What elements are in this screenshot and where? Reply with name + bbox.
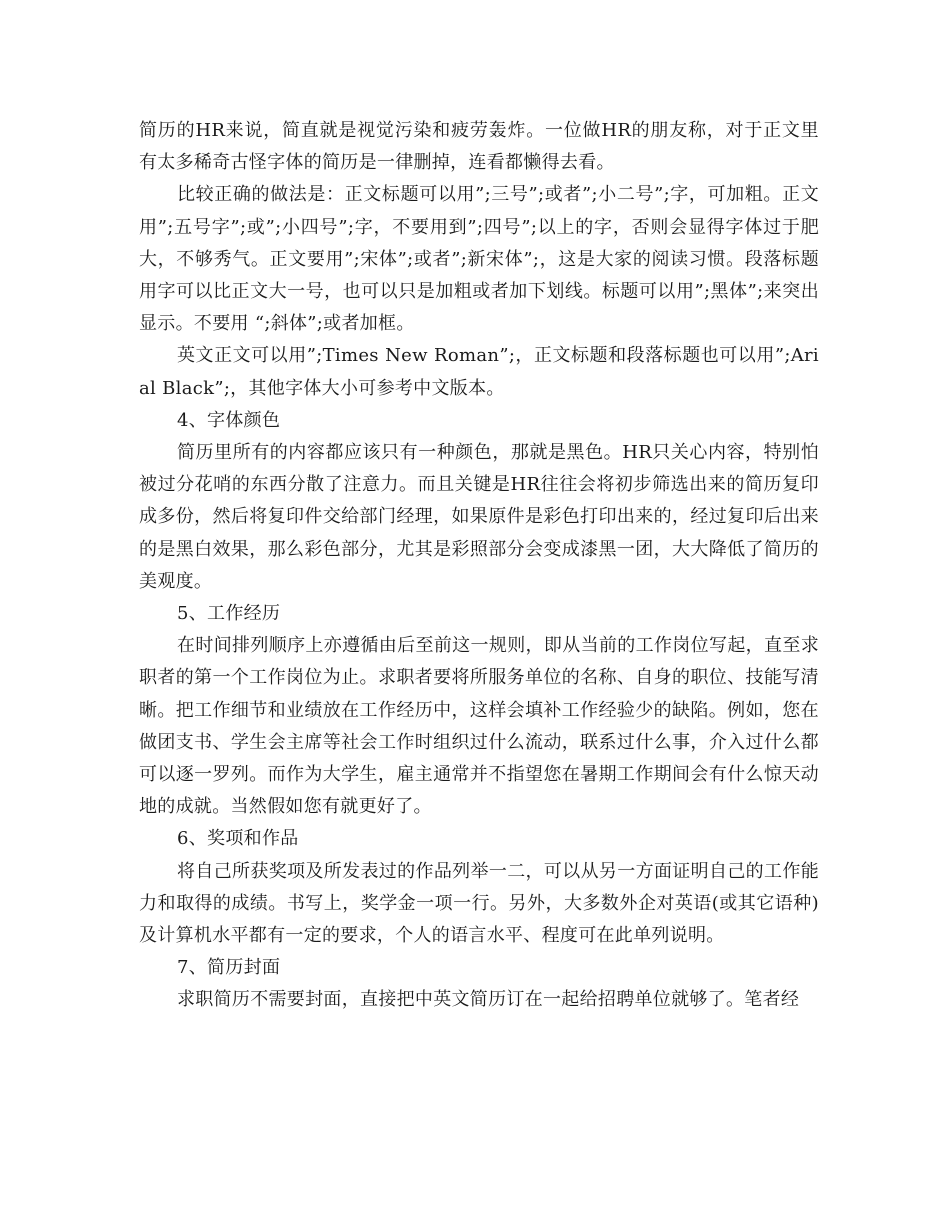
paragraph-english-font-advice: 英文正文可以用”;Times New Roman”;，正文标题和段落标题也可以用”;Arial Black”;，其他字体大小可参考中文版本。: [139, 345, 819, 399]
paragraph-work-experience: 在时间排列顺序上亦遵循由后至前这一规则，即从当前的工作岗位写起，直至求职者的第一个工作岗位为止。求职者要将所服务单位的名称、自身的职位、技能写清晰。把工作细节和业绩放在工作经历中，这样会填补工作经验少的缺陷。例如，您在做团支书、学生会主席等社会工作时组织过什么流动，联系过什么事，介入过什么都可以逐一罗列。而作为大学生，雇主通常并不指望您在暑期工作期间会有什么惊天动地的成就。当然假如您有就更好了。: [139, 635, 819, 818]
paragraph-intro-continuation: 简历的HR来说，简直就是视觉污染和疲劳轰炸。一位做HR的朋友称，对于正文里有太多稀奇古怪字体的简历是一律删掉，连看都懒得去看。: [139, 120, 819, 174]
section-heading-font-color: 4、字体颜色: [177, 409, 281, 431]
paragraph-resume-cover: 求职简历不需要封面，直接把中英文简历订在一起给招聘单位就够了。笔者经: [177, 989, 800, 1011]
paragraph-font-size-advice: 比较正确的做法是：正文标题可以用”;三号”;或者”;小二号”;字，可加粗。正文用”;五号字”;或”;小四号”;字，不要用到”;四号”;以上的字，否则会显得字体过于肥大，不够秀气。正文要用”;宋体”;或者”;新宋体”;，这是大家的阅读习惯。段落标题用字可以比正文大一号，也可以只是加粗或者加下划线。标题可以用”;黑体”;来突出显示。不要用 “;斜体”;或者加框。: [139, 184, 819, 335]
paragraph-awards: 将自己所获奖项及所发表过的作品列举一二，可以从另一方面证明自己的工作能力和取得的成绩。书写上，奖学金一项一行。另外，大多数外企对英语(或其它语种)及计算机水平都有一定的要求，个人的语言水平、程度可在此单列说明。: [139, 860, 819, 947]
section-heading-work-experience: 5、工作经历: [177, 603, 281, 625]
section-heading-awards: 6、奖项和作品: [177, 828, 299, 850]
section-heading-resume-cover: 7、简历封面: [177, 957, 281, 979]
paragraph-font-color: 简历里所有的内容都应该只有一种颜色，那就是黑色。HR只关心内容，特别怕被过分花哨的东西分散了注意力。而且关键是HR往往会将初步筛选出来的简历复印成多份，然后将复印件交给部门经理，如果原件是彩色打印出来的，经过复印后出来的是黑白效果，那么彩色部分，尤其是彩照部分会变成漆黑一团，大大降低了简历的美观度。: [139, 442, 819, 592]
document-body: [139, 115, 819, 1017]
